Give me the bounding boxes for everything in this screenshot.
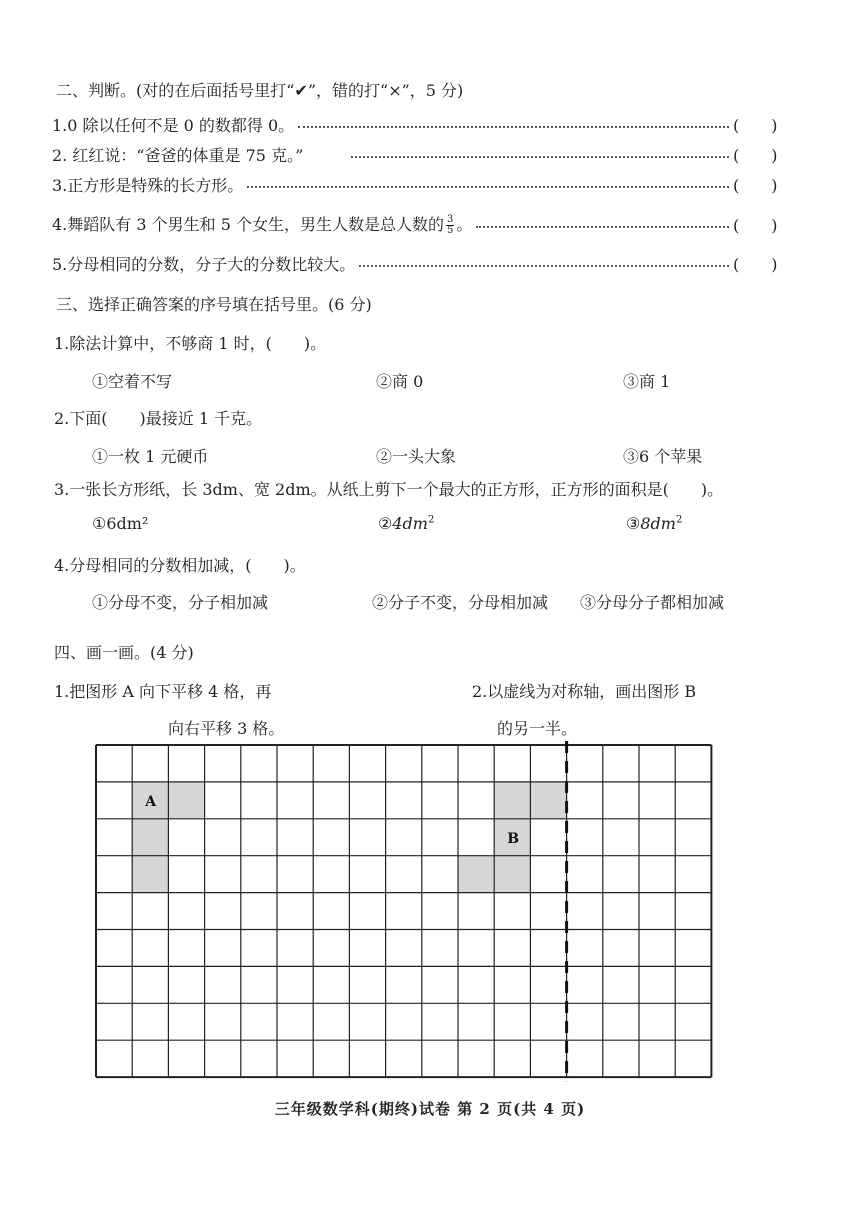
choice-option[interactable]: ③商 1 xyxy=(623,372,671,391)
option-value: 8dm xyxy=(640,514,676,533)
task2-line2: 的另一半。 xyxy=(497,719,578,738)
choice-option[interactable]: ①空着不写 xyxy=(92,372,173,391)
choice-option[interactable]: ②分子不变，分母相加减 xyxy=(372,593,549,612)
choice-question-3: 3.一张长方形纸，长 3dm、宽 2dm。从纸上剪下一个最大的正方形，正方形的面积是( )。 xyxy=(54,480,724,499)
judge-item-text-after: 。 xyxy=(456,215,473,234)
shape-b-cell xyxy=(458,856,494,893)
choice-question-2: 2.下面( )最接近 1 千克。 xyxy=(54,409,263,428)
choice-option[interactable]: ②一头大象 xyxy=(376,447,457,466)
shape-b-label: B xyxy=(507,830,520,847)
task2-line1: 2.以虚线为对称轴，画出图形 B xyxy=(472,682,697,701)
choice-option[interactable]: ①6dm² xyxy=(92,514,149,533)
section4-title: 四、画一画。(4 分) xyxy=(54,643,194,662)
judge-item-text: 2. 红红说：“爸爸的体重是 75 克。” xyxy=(52,146,304,165)
judge-item-text: 5.分母相同的分数，分子大的分数比较大。 xyxy=(52,255,356,274)
option-marker: ③ xyxy=(626,514,641,533)
judge-item-text-before: 4.舞蹈队有 3 个男生和 5 个女生，男生人数是总人数的 xyxy=(52,215,444,234)
shape-b-cell xyxy=(494,782,530,819)
section2-title: 二、判断。(对的在后面括号里打“✔”，错的打“×”，5 分) xyxy=(56,81,464,100)
shape-a-cell xyxy=(132,819,168,856)
shape-b-cell xyxy=(494,856,530,893)
choice-question-1: 1.除法计算中，不够商 1 时，( )。 xyxy=(54,334,327,353)
answer-parentheses[interactable]: ( ) xyxy=(733,146,778,165)
judge-item-text: 3.正方形是特殊的长方形。 xyxy=(52,176,244,195)
superscript: 2 xyxy=(427,514,435,526)
choice-option[interactable]: ③分母分子都相加减 xyxy=(580,593,725,612)
choice-option[interactable]: ②商 0 xyxy=(376,372,424,391)
answer-parentheses[interactable]: ( ) xyxy=(733,255,778,274)
choice-option[interactable]: ①一枚 1 元硬币 xyxy=(92,447,209,466)
option-marker: ② xyxy=(378,514,393,533)
answer-parentheses[interactable]: ( ) xyxy=(733,176,778,195)
shape-a-label: A xyxy=(145,793,157,810)
shape-a-cell xyxy=(132,856,168,893)
answer-parentheses[interactable]: ( ) xyxy=(733,216,778,235)
shape-a-cell xyxy=(168,782,204,819)
choice-option[interactable]: ①分母不变，分子相加减 xyxy=(92,593,269,612)
page-footer: 三年级数学科(期终)试卷 第 2 页(共 4 页) xyxy=(274,1100,586,1118)
choice-question-4: 4.分母相同的分数相加减，( )。 xyxy=(54,556,306,575)
choice-option[interactable]: ③6 个苹果 xyxy=(623,447,703,466)
task1-line1: 1.把图形 A 向下平移 4 格，再 xyxy=(54,682,272,701)
fraction-numerator: 3 xyxy=(446,214,454,225)
superscript: 2 xyxy=(675,514,683,526)
option-value: 4dm xyxy=(392,514,428,533)
answer-parentheses[interactable]: ( ) xyxy=(733,116,778,135)
task1-line2: 向右平移 3 格。 xyxy=(168,719,285,738)
judge-item-text: 1.0 除以任何不是 0 的数都得 0。 xyxy=(52,116,295,135)
fraction-denominator: 5 xyxy=(446,225,454,236)
section3-title: 三、选择正确答案的序号填在括号里。(6 分) xyxy=(56,295,372,314)
shape-b-cell xyxy=(530,782,566,819)
